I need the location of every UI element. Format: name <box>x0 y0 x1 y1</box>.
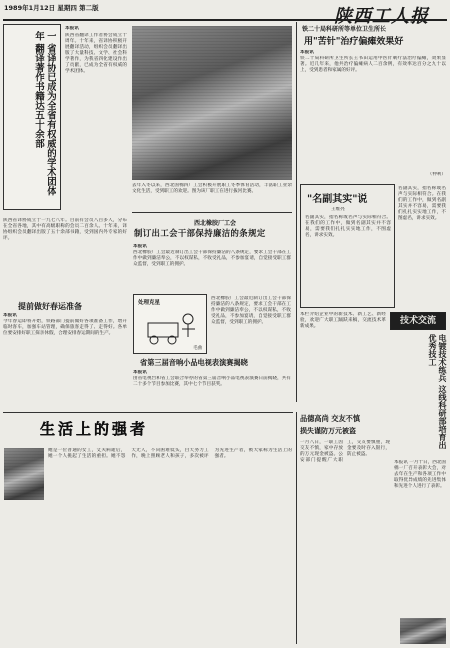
cartoon-artist: 毛曲 <box>193 346 202 351</box>
essay-box <box>300 184 395 308</box>
bottom-left-body: 她是一位普通的女工，丈夫病逝后，她一个人挑起了生活的重担。她不怨天尤人，不向困难低头，白天努力工作，晚上照顾老人和孩子，多次被评为先进生产者，被大家称为生活上的强者。 <box>48 448 292 459</box>
middle-top-rule <box>132 212 292 213</box>
bottom-center-body: 由省电视台和省工会联合举办的省第三届音响小品电视表演赛日前揭晓，共有二十多个节目参加比赛，其中七个节目获奖。 <box>133 376 291 387</box>
left-vertical-headline: 一 省译协已成为全省有权威的学术团体 年 翻译著作书籍达五十余部 <box>33 31 56 196</box>
right-col-rule <box>296 22 297 402</box>
side-feature-logo: 技术交流 <box>390 312 446 330</box>
essay-body: 名副其实，指名称或名声与实际相符合。在我们的工作中，做到名副其实并不容易，需要我们扎扎实实地工作，不图虚名，讲求实效。 <box>305 215 391 238</box>
small-article-body: 今年春运即将开始，铁路部门提前做好各项准备工作，增开临时客车，加强车站管理，确保旅客走得了、走得好。各单位要安排好职工探亲休假，合理安排春运期间的生产。 <box>3 319 127 336</box>
right-kicker: 铁二十局科研所等单位卫生所长 <box>302 26 387 33</box>
cartoon-caption: 处理克星 <box>138 300 161 306</box>
small-article-byline: 本报讯 <box>3 313 17 318</box>
essay-title: "名副其实"说 <box>307 194 368 205</box>
side-feature-body: 本栏介绍企业中的新技术、新工艺、新经验，欢迎广大职工踊跃来稿，交流技术革新成果。 <box>300 312 386 329</box>
center-photo <box>132 26 292 180</box>
section-banner: 生活上的强者 <box>39 420 148 438</box>
bottom-center-byline: 本报讯 <box>133 370 147 375</box>
middle-body: 西北橡胶厂工会最近制订出工会干部保持廉洁的八条规定，要求工会干部在工作中做到廉洁奉公，不以权谋私，不收受礼品，不参加宴请，自觉接受职工群众监督，受到职工的拥护。 <box>133 250 291 267</box>
right-headline: 用"苦针"治疗偏瘫效果好 <box>304 37 404 47</box>
bottom-right-headline-a: 品德高尚 交友不慎 <box>300 414 361 423</box>
paper-name: 陕西工人报 <box>334 6 429 27</box>
bottom-right-body: 一月八日，一职工因交友不慎，家中存放的万元现金被盗。公安部门提醒广大职工，交友要慎重，现金要及时存入银行，防止被盗。 <box>300 440 390 463</box>
bottom-right-photo <box>400 618 446 644</box>
middle-kicker: 西北橡胶厂工会 <box>193 220 236 227</box>
bottom-right-side-body: 本报讯 一月十日，西北国棉一厂召开表彰大会，对去年在生产和各项工作中取得优异成绩的先进集体和先进个人进行了表彰。 <box>394 460 446 489</box>
essay-author: 王维亮 <box>331 207 345 212</box>
right-body: 铁二十局科研所卫生所长王书田运用中医针刺疗法治疗偏瘫，效果显著。近几年来，他共治疗偏瘫病人二百余例，有效率达百分之九十以上，受到患者和家属的好评。 <box>300 56 446 73</box>
right-credit: （仲利） <box>427 172 446 177</box>
left-body-1: 陕西省翻译工作者协会成立十周年。十年来，省译协积极开展翻译活动，组织会员翻译出版了大量科技、文学、社会科学著作，为我省四化建设作出了贡献，已成为全省有权威的学术团体。 <box>65 33 127 74</box>
small-headline: 提前做好春运准备 <box>18 301 82 311</box>
left-headline-box <box>3 24 61 210</box>
masthead-rule <box>3 19 447 21</box>
center-photo-caption: 去年入冬以来，西北国棉四厂工会积极开展职工冬季体育活动，丰富职工业余文化生活，受到职工的欢迎。图为该厂职工在进行拔河比赛。 <box>132 183 292 194</box>
essay-side-text: 名副其实，指名称或名声与实际相符合。在我们的工作中，做到名副其实并不容易，需要我们扎扎实实地工作，不图虚名，讲求实效。 <box>398 186 446 221</box>
cartoon-drawing <box>140 309 202 347</box>
bottom-center-headline: 省第三届音响小品电视表演赛揭晓 <box>140 358 248 367</box>
right-byline: 本报讯 <box>300 50 314 55</box>
left-body-2: 陕西省译协成立于一九七八年。目前有会员八百多人，分布在全省各地，其中有高级职称的会员二百余人。十年来，译协组织会员翻译出版了五十余部书籍，受到国内外专家的好评。 <box>3 218 127 241</box>
cartoon-box <box>133 294 207 354</box>
banner-top-rule <box>3 412 293 413</box>
side-vertical-headline: 电镀技术练兵 这线科研部培育出优秀技工 <box>428 334 448 449</box>
middle-headline: 制订出工会干部保持廉洁的条规定 <box>134 228 266 238</box>
left-byline: 本报讯 <box>65 26 79 31</box>
bottom-right-headline-b: 损失谨防万元被盗 <box>300 426 356 435</box>
date-line: 1989年1月12日 星期四 第二版 <box>4 4 99 12</box>
middle-body-cont: 西北橡胶厂工会最近制订出工会干部保持廉洁的八条规定，要求工会干部在工作中做到廉洁奉公，不以权谋私，不收受礼品，不参加宴请，自觉接受职工群众监督，受到职工的拥护。 <box>211 296 291 325</box>
bottom-left-photo <box>4 448 44 500</box>
bottom-right-rule <box>296 412 297 644</box>
middle-byline: 本报讯 <box>133 244 147 249</box>
